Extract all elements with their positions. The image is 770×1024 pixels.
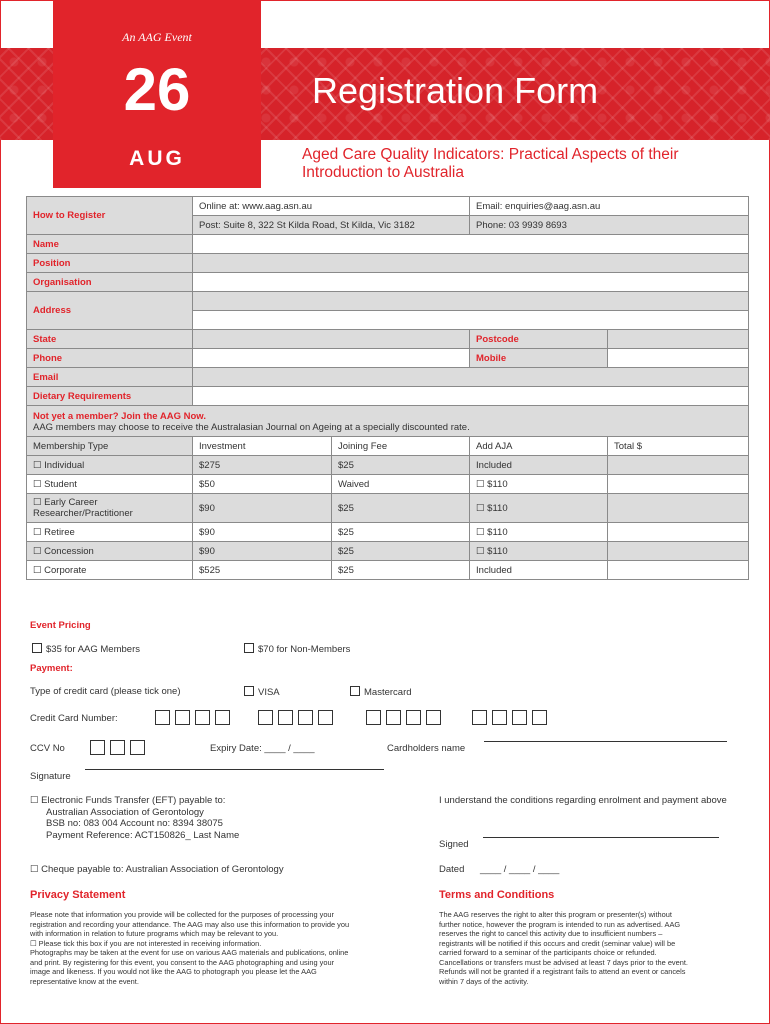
total-field[interactable] <box>608 456 749 475</box>
privacy-opt-out-checkbox[interactable]: ☐ Please tick this box if you are not interested in receiving information. <box>30 938 262 948</box>
joining-value: $25 <box>332 561 470 580</box>
card-digit-box[interactable] <box>426 710 441 725</box>
card-digit-box[interactable] <box>532 710 547 725</box>
aja-option[interactable]: ☐ $110 <box>470 494 608 523</box>
aja-option[interactable]: ☐ $110 <box>470 475 608 494</box>
privacy-text <box>30 910 430 986</box>
card-type-label: Type of credit card (please tick one) <box>30 686 181 697</box>
membership-type-corporate[interactable]: ☐ Corporate <box>27 561 193 580</box>
card-digit-box[interactable] <box>492 710 507 725</box>
privacy-line: image and likeness. If you would not like the AAG to photograph you please let the AAG <box>30 967 317 976</box>
investment-value: $50 <box>193 475 332 494</box>
dietary-field[interactable] <box>193 387 749 406</box>
event-month: AUG <box>129 147 185 170</box>
signature-line[interactable] <box>85 769 384 770</box>
organisation-field[interactable] <box>193 273 749 292</box>
position-label: Position <box>27 254 193 273</box>
membership-type-individual[interactable]: ☐ Individual <box>27 456 193 475</box>
membership-header-row <box>27 437 749 456</box>
ccv-digit-box[interactable] <box>90 740 105 755</box>
eft-line: Australian Association of Gerontology <box>46 806 204 818</box>
aja-option[interactable]: ☐ $110 <box>470 523 608 542</box>
card-digit-box[interactable] <box>512 710 527 725</box>
eft-block[interactable] <box>30 795 239 841</box>
investment-value: $90 <box>193 494 332 523</box>
eft-title: ☐ Electronic Funds Transfer (EFT) payable to: <box>30 795 226 806</box>
position-field[interactable] <box>193 254 749 273</box>
membership-type-retiree[interactable]: ☐ Retiree <box>27 523 193 542</box>
terms-text <box>439 910 749 986</box>
promo-title: Not yet a member? Join the AAG Now. <box>33 411 206 422</box>
phone-field[interactable] <box>193 349 470 368</box>
email-info: Email: enquiries@aag.asn.au <box>470 197 749 216</box>
event-label: An AAG Event <box>122 30 192 44</box>
terms-line: carried forward to a seminar of the participants choice or refunded. <box>439 948 657 957</box>
card-digit-box[interactable] <box>406 710 421 725</box>
card-digit-box[interactable] <box>258 710 273 725</box>
privacy-line: registration and recording your attendance. The AAG may also use this information to provide you <box>30 919 350 929</box>
name-field[interactable] <box>193 235 749 254</box>
name-label: Name <box>27 235 193 254</box>
mastercard-text: Mastercard <box>364 687 412 698</box>
phone-label: Phone <box>27 349 193 368</box>
terms-line: Refunds will not be granted if a registrant fails to attend an event or cancels <box>439 967 686 976</box>
col-header-joining: Joining Fee <box>332 437 470 456</box>
payment-label: Payment: <box>30 663 73 674</box>
col-header-investment: Investment <box>193 437 332 456</box>
terms-line: further notice, however the program is intended to run as advertised. AAG <box>439 919 681 929</box>
aja-value: Included <box>470 561 608 580</box>
eft-line: BSB no: 083 004 Account no: 8394 38075 <box>46 818 223 829</box>
card-digit-box[interactable] <box>386 710 401 725</box>
membership-row <box>27 456 749 475</box>
privacy-line: and print. By registering for this event, you consent to the AAG photographing and using your <box>30 957 335 967</box>
membership-row <box>27 523 749 542</box>
card-digit-box[interactable] <box>278 710 293 725</box>
privacy-line: Photographs may be taken at the event for use on various AAG materials and publications, online <box>30 948 349 957</box>
post-info: Post: Suite 8, 322 St Kilda Road, St Kilda, Vic 3182 <box>193 216 470 235</box>
card-number-label: Credit Card Number: <box>30 713 118 724</box>
privacy-line: representative know at the event. <box>30 976 139 986</box>
member-price-option[interactable] <box>32 643 140 655</box>
total-field[interactable] <box>608 475 749 494</box>
ccv-digit-box[interactable] <box>130 740 145 755</box>
card-digit-box[interactable] <box>472 710 487 725</box>
investment-value: $90 <box>193 523 332 542</box>
dated-label: Dated <box>439 864 465 875</box>
event-day: 26 <box>123 56 191 123</box>
terms-line: Cancellations or transfers must be advised at least 7 days prior to the event. <box>439 957 688 967</box>
aja-option[interactable]: ☐ $110 <box>470 542 608 561</box>
card-digit-box[interactable] <box>155 710 170 725</box>
visa-text: VISA <box>258 687 280 698</box>
membership-promo <box>27 406 749 437</box>
expiry-date-field[interactable]: Expiry Date: ____ / ____ <box>210 743 315 754</box>
terms-line: registrants will be notified if this occurs and credit (seminar value) will be <box>439 938 676 948</box>
membership-type-concession[interactable]: ☐ Concession <box>27 542 193 561</box>
terms-line: within 7 days of the activity. <box>439 976 529 986</box>
card-digit-box[interactable] <box>175 710 190 725</box>
dated-field[interactable]: ____ / ____ / ____ <box>480 864 560 875</box>
date-box <box>53 0 261 188</box>
membership-row <box>27 542 749 561</box>
cheque-option[interactable]: ☐ Cheque payable to: Australian Association of Gerontology <box>30 864 284 875</box>
investment-value: $275 <box>193 456 332 475</box>
email-label: Email <box>27 368 193 387</box>
checkbox-icon <box>350 686 360 696</box>
privacy-title: Privacy Statement <box>30 889 126 901</box>
how-to-register-label: How to Register <box>27 197 193 235</box>
card-digit-box[interactable] <box>195 710 210 725</box>
address-field-line-2[interactable] <box>193 311 749 330</box>
email-field[interactable] <box>193 368 749 387</box>
mastercard-option[interactable] <box>350 686 412 698</box>
joining-value: $25 <box>332 456 470 475</box>
joining-value: $25 <box>332 523 470 542</box>
terms-title: Terms and Conditions <box>439 889 555 901</box>
address-label: Address <box>27 292 193 330</box>
checkbox-icon <box>244 643 254 653</box>
event-pricing-label: Event Pricing <box>30 620 91 631</box>
non-member-price-text: $70 for Non-Members <box>258 644 351 655</box>
event-subtitle: Aged Care Quality Indicators: Practical Aspects of their Introduction to Australia <box>302 146 679 181</box>
investment-value: $90 <box>193 542 332 561</box>
card-digit-box[interactable] <box>366 710 381 725</box>
aja-value: Included <box>470 456 608 475</box>
visa-option[interactable] <box>244 686 280 698</box>
address-field-line-1[interactable] <box>193 292 749 311</box>
membership-row <box>27 494 749 523</box>
phone-info: Phone: 03 9939 8693 <box>470 216 749 235</box>
card-digit-box[interactable] <box>318 710 333 725</box>
postcode-field[interactable] <box>608 330 749 349</box>
checkbox-icon <box>244 686 254 696</box>
card-digit-box[interactable] <box>215 710 230 725</box>
signed-label: Signed <box>439 839 469 850</box>
promo-text: AAG members may choose to receive the Australasian Journal on Ageing at a specially discounted rate. <box>33 422 470 433</box>
total-field[interactable] <box>608 494 749 523</box>
signature-label: Signature <box>30 771 71 782</box>
ccv-digit-box[interactable] <box>110 740 125 755</box>
joining-value: Waived <box>332 475 470 494</box>
terms-line: The AAG reserves the right to alter this program or presenter(s) without <box>439 910 672 919</box>
postcode-label: Postcode <box>470 330 608 349</box>
page-title: Registration Form <box>312 70 599 111</box>
mobile-field[interactable] <box>608 349 749 368</box>
ccv-label: CCV No <box>30 743 65 754</box>
terms-line: reserves the right to cancel this activity due to insufficient numbers – <box>439 929 663 938</box>
mobile-label: Mobile <box>470 349 608 368</box>
joining-value: $25 <box>332 494 470 523</box>
understand-conditions: I understand the conditions regarding enrolment and payment above <box>439 795 727 806</box>
cardholder-label: Cardholders name <box>387 743 466 754</box>
registration-table <box>26 196 749 580</box>
privacy-line: Please note that information you provide will be collected for the purposes of processing your <box>30 910 335 919</box>
online-info: Online at: www.aag.asn.au <box>193 197 470 216</box>
membership-type-early-career[interactable]: ☐ Early Career Researcher/Practitioner <box>27 494 193 523</box>
member-price-text: $35 for AAG Members <box>46 644 140 655</box>
signed-line[interactable] <box>483 837 719 838</box>
dietary-label: Dietary Requirements <box>27 387 193 406</box>
state-label: State <box>27 330 193 349</box>
non-member-price-option[interactable] <box>244 643 350 655</box>
checkbox-icon <box>32 643 42 653</box>
cardholder-name-line[interactable] <box>484 741 727 742</box>
col-header-total: Total $ <box>608 437 749 456</box>
investment-value: $525 <box>193 561 332 580</box>
privacy-line: with information in relation to future programs which may be relevant to you. <box>30 929 279 938</box>
col-header-type: Membership Type <box>27 437 193 456</box>
eft-line: Payment Reference: ACT150826_ Last Name <box>46 829 240 841</box>
col-header-aja: Add AJA <box>470 437 608 456</box>
joining-value: $25 <box>332 542 470 561</box>
membership-row <box>27 475 749 494</box>
membership-type-student[interactable]: ☐ Student <box>27 475 193 494</box>
membership-row <box>27 561 749 580</box>
card-digit-box[interactable] <box>298 710 313 725</box>
total-field[interactable] <box>608 523 749 542</box>
total-field[interactable] <box>608 561 749 580</box>
total-field[interactable] <box>608 542 749 561</box>
organisation-label: Organisation <box>27 273 193 292</box>
state-field[interactable] <box>193 330 470 349</box>
